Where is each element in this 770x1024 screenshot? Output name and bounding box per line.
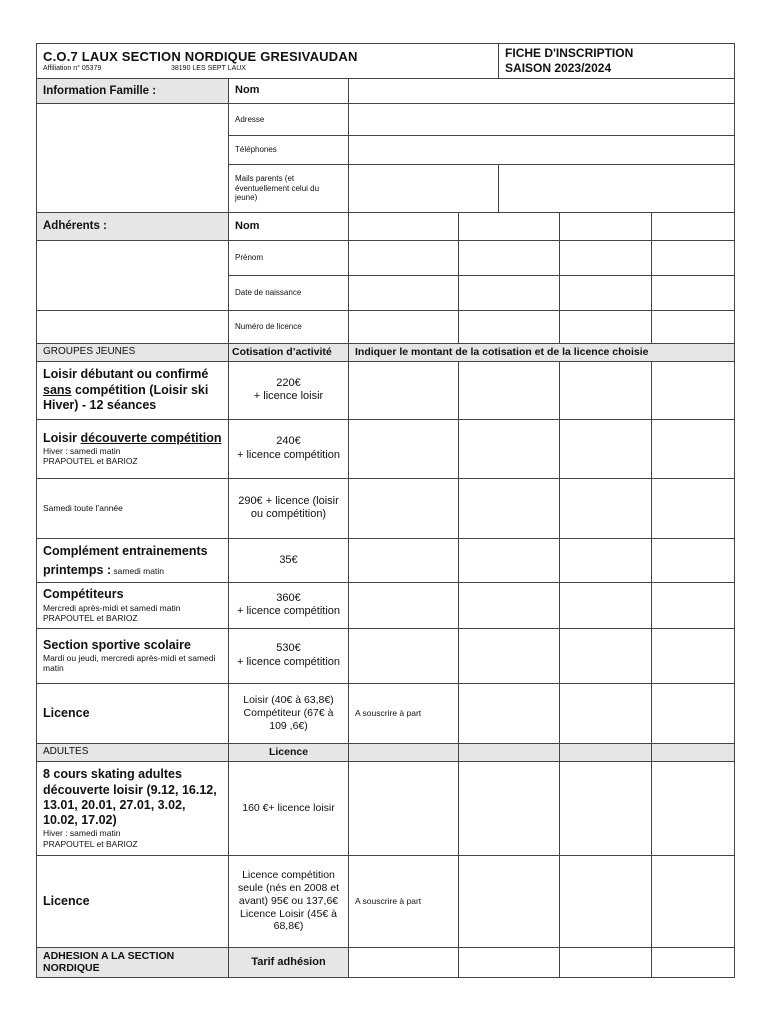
affiliation-number: Affiliation n° 05379 xyxy=(43,64,102,72)
competiteurs-amount-1[interactable] xyxy=(349,582,459,628)
form-title-cell xyxy=(499,44,735,79)
complement-amount-1[interactable] xyxy=(349,538,459,582)
competiteurs-label: Compétiteurs Mercredi après-midi et samedi matin PRAPOUTEL et BARIOZ xyxy=(37,582,229,628)
complement-amount-3[interactable] xyxy=(560,538,652,582)
competiteurs-price: 360€ + licence compétition xyxy=(229,582,349,628)
scolaire-amount-4[interactable] xyxy=(652,628,735,683)
famille-mail-field-1[interactable] xyxy=(349,165,499,213)
famille-blank-cell xyxy=(37,104,229,213)
licence-jeunes-label: Licence xyxy=(37,683,229,743)
adherent-4-naissance[interactable] xyxy=(652,276,735,311)
competiteurs-amount-2[interactable] xyxy=(459,582,560,628)
scolaire-price: 530€ + licence compétition xyxy=(229,628,349,683)
competiteurs-amount-3[interactable] xyxy=(560,582,652,628)
groupes-header-row xyxy=(37,344,735,362)
competiteurs-amount-4[interactable] xyxy=(652,582,735,628)
loisir-decouverte-price: 240€ + licence compétition xyxy=(229,419,349,478)
adherent-3-prenom[interactable] xyxy=(560,241,652,276)
samedi-annee-amount-1[interactable] xyxy=(349,478,459,538)
adhesion-label: ADHESION A LA SECTION NORDIQUE xyxy=(37,947,229,978)
loisir-debutant-amount-4[interactable] xyxy=(652,361,735,419)
famille-adresse-field[interactable] xyxy=(349,104,735,136)
skating-adultes-amount-1[interactable] xyxy=(349,761,459,855)
samedi-annee-amount-3[interactable] xyxy=(560,478,652,538)
scolaire-amount-3[interactable] xyxy=(560,628,652,683)
licence-jeunes-note: A souscrire à part xyxy=(349,683,459,743)
adherent-4-prenom[interactable] xyxy=(652,241,735,276)
famille-nom-field[interactable] xyxy=(349,79,735,104)
licence-adultes-note: A souscrire à part xyxy=(349,855,459,947)
adhesion-tarif: Tarif adhésion xyxy=(229,947,349,978)
complement-price: 35€ xyxy=(229,538,349,582)
loisir-debutant-amount-1[interactable] xyxy=(349,361,459,419)
skating-adultes-amount-2[interactable] xyxy=(459,761,560,855)
famille-mail-field-2[interactable] xyxy=(499,165,735,213)
loisir-decouverte-amount-4[interactable] xyxy=(652,419,735,478)
adhesion-amount-1[interactable] xyxy=(349,947,459,978)
skating-adultes-label: 8 cours skating adultes découverte loisir (9.12, 16.12, 13.01, 20.01, 27.01, 3.02, 10.02, 17.02) Hiver : samedi matin PRAPOUTEL et BARIOZ xyxy=(37,761,229,855)
form-header xyxy=(37,44,735,79)
samedi-annee-amount-2[interactable] xyxy=(459,478,560,538)
loisir-decouverte-label: Loisir découverte compétition Hiver : samedi matin PRAPOUTEL et BARIOZ xyxy=(37,419,229,478)
indiquer-header: Indiquer le montant de la cotisation et de la licence choisie xyxy=(349,344,735,362)
adherent-4-licence[interactable] xyxy=(652,311,735,344)
complement-amount-4[interactable] xyxy=(652,538,735,582)
loisir-decouverte-amount-2[interactable] xyxy=(459,419,560,478)
adherents-blank-cell-2 xyxy=(37,311,229,344)
loisir-debutant-amount-3[interactable] xyxy=(560,361,652,419)
adherent-3-nom[interactable] xyxy=(560,213,652,241)
adherents-section-label: Adhérents : xyxy=(37,213,229,241)
registration-form-table xyxy=(36,43,735,978)
loisir-debutant-price: 220€ + licence loisir xyxy=(229,361,349,419)
licence-adultes-amount-3[interactable] xyxy=(560,855,652,947)
licence-jeunes-amount-2[interactable] xyxy=(459,683,560,743)
loisir-debutant-amount-2[interactable] xyxy=(459,361,560,419)
skating-adultes-price: 160 €+ licence loisir xyxy=(229,761,349,855)
licence-jeunes-price: Loisir (40€ à 63,8€) Compétiteur (67€ à 109 ,6€) xyxy=(229,683,349,743)
licence-jeunes-amount-3[interactable] xyxy=(560,683,652,743)
famille-telephones-field[interactable] xyxy=(349,136,735,165)
adherent-1-prenom[interactable] xyxy=(349,241,459,276)
adherent-3-naissance[interactable] xyxy=(560,276,652,311)
licence-adultes-price: Licence compétition seule (nés en 2008 et avant) 95€ ou 137,6€ Licence Loisir (45€ à 68,8€) xyxy=(229,855,349,947)
adherent-1-naissance[interactable] xyxy=(349,276,459,311)
adherent-3-licence[interactable] xyxy=(560,311,652,344)
scolaire-label: Section sportive scolaire Mardi ou jeudi, mercredi après-midi et samedi matin xyxy=(37,628,229,683)
licence-adultes-amount-4[interactable] xyxy=(652,855,735,947)
samedi-annee-price: 290€ + licence (loisir ou compétition) xyxy=(229,478,349,538)
adherent-2-licence[interactable] xyxy=(459,311,560,344)
samedi-annee-amount-4[interactable] xyxy=(652,478,735,538)
adherent-2-naissance[interactable] xyxy=(459,276,560,311)
famille-mails-label: Mails parents (et éventuellement celui du jeune) xyxy=(229,165,349,213)
adherent-2-nom[interactable] xyxy=(459,213,560,241)
loisir-decouverte-amount-1[interactable] xyxy=(349,419,459,478)
club-title: C.O.7 LAUX SECTION NORDIQUE GRESIVAUDAN xyxy=(43,48,358,64)
licence-jeunes-amount-4[interactable] xyxy=(652,683,735,743)
complement-label: Complément entrainements printemps : samedi matin xyxy=(37,538,229,582)
club-info xyxy=(37,44,499,79)
adhesion-amount-4[interactable] xyxy=(652,947,735,978)
famille-adresse-label: Adresse xyxy=(229,104,349,136)
adhesion-amount-2[interactable] xyxy=(459,947,560,978)
skating-adultes-amount-4[interactable] xyxy=(652,761,735,855)
adherent-1-nom[interactable] xyxy=(349,213,459,241)
adherents-nom-label: Nom xyxy=(229,213,349,241)
skating-adultes-amount-3[interactable] xyxy=(560,761,652,855)
loisir-decouverte-amount-3[interactable] xyxy=(560,419,652,478)
scolaire-amount-1[interactable] xyxy=(349,628,459,683)
samedi-annee-label: Samedi toute l’année xyxy=(37,478,229,538)
club-address: 38190 LES SEPT LAUX xyxy=(171,64,246,72)
adherents-licence-label: Numéro de licence xyxy=(229,311,349,344)
form-title: FICHE D'INSCRIPTION xyxy=(505,46,634,61)
licence-adultes-amount-2[interactable] xyxy=(459,855,560,947)
adherents-naissance-label: Date de naissance xyxy=(229,276,349,311)
adultes-header-label: ADULTES xyxy=(37,743,229,761)
season-label: SAISON 2023/2024 xyxy=(505,61,612,75)
groupes-header-label: GROUPES JEUNES xyxy=(37,344,229,362)
adultes-header-row xyxy=(37,743,735,761)
adhesion-amount-3[interactable] xyxy=(560,947,652,978)
famille-nom-label: Nom xyxy=(229,79,349,104)
adherents-blank-cell xyxy=(37,241,229,311)
adherent-1-licence[interactable] xyxy=(349,311,459,344)
adherents-prenom-label: Prénom xyxy=(229,241,349,276)
adherent-4-nom[interactable] xyxy=(652,213,735,241)
adultes-licence-header: Licence xyxy=(229,743,349,761)
licence-adultes-label: Licence xyxy=(37,855,229,947)
scolaire-amount-2[interactable] xyxy=(459,628,560,683)
cotisation-header: Cotisation d’activité xyxy=(229,344,349,362)
adherent-2-prenom[interactable] xyxy=(459,241,560,276)
famille-section-label: Information Famille : xyxy=(37,79,229,104)
complement-amount-2[interactable] xyxy=(459,538,560,582)
famille-telephones-label: Téléphones xyxy=(229,136,349,165)
loisir-debutant-label: Loisir débutant ou confirmé sans compétition (Loisir ski Hiver) - 12 séances xyxy=(37,361,229,419)
